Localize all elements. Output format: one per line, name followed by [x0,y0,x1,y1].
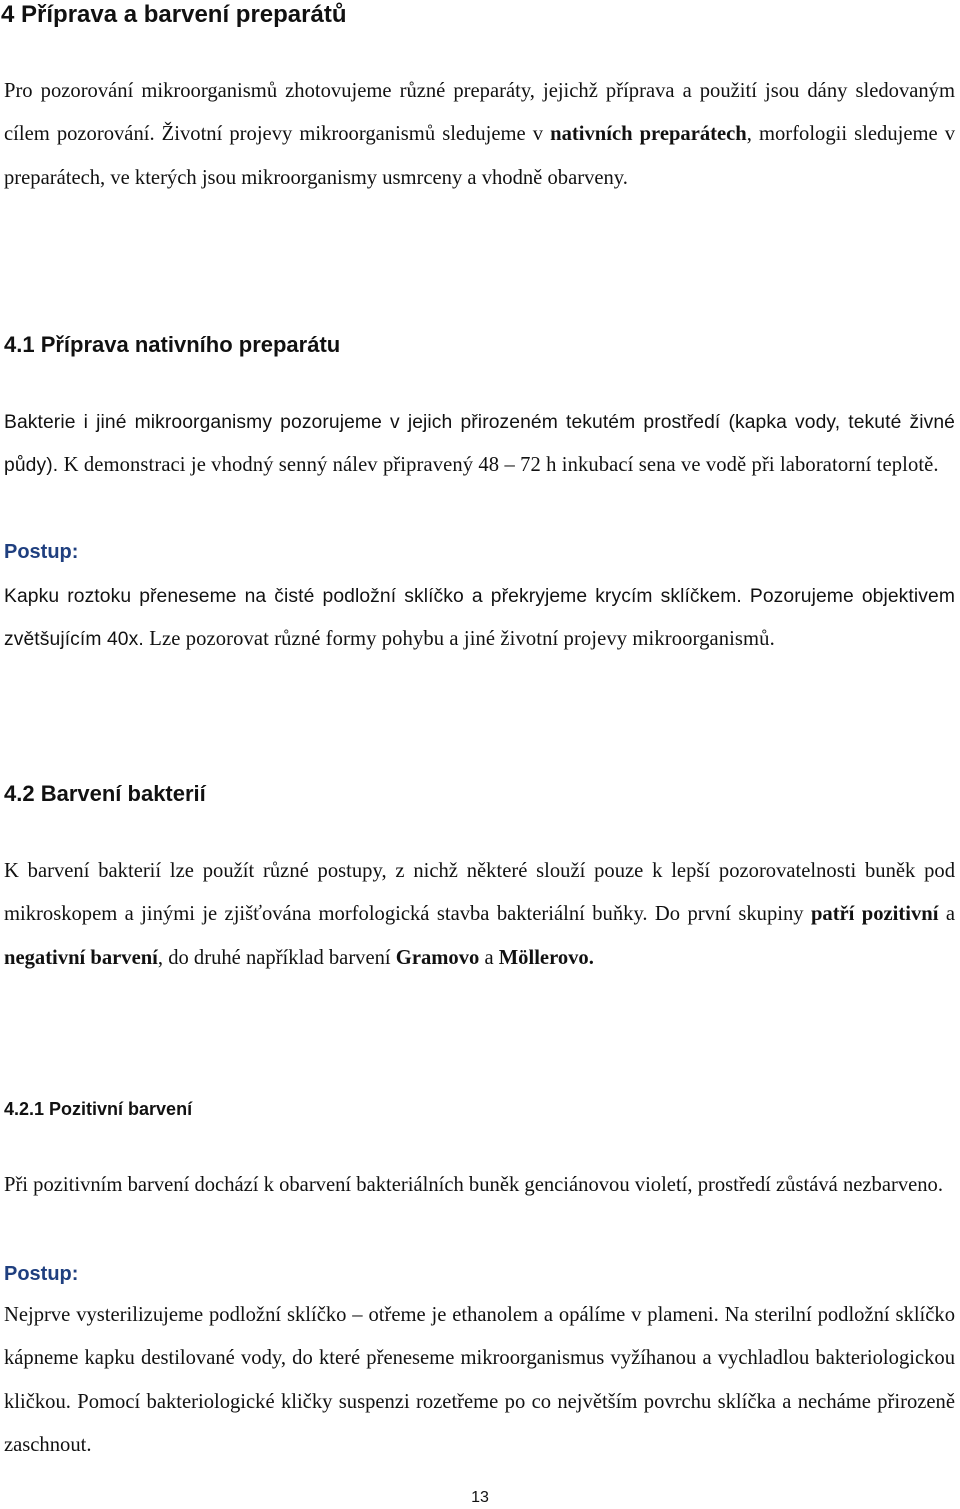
intro-text-2: , morfologii sledujeme v preparátech, ve kterých jsou mikroorganismy usmrceny a vhodně obarveny. [4,123,956,189]
section-4-2-paragraph [4,850,955,980]
section-4-2-1-title: 4.2.1 Pozitivní barvení [4,1099,193,1119]
intro-bold-1: nativních preparátech [550,123,747,146]
page-number: 13 [471,1489,489,1506]
section-4-1-paragraph-2 [4,575,955,662]
section-4-1-paragraph-1 [4,401,955,488]
section-4-2-bold-4: Möllerovo. [498,946,594,969]
section-4-2-text-1: K barvení bakterií lze použít různé postupy, z nichž některé slouží pouze k lepší pozorovatelnosti buněk pod mikroskopem a jinými je zjišťována morfologická stavba bakteriální buňky. Do první skupiny [4,860,955,926]
section-4-2-bold-2: negativní barvení [4,946,158,969]
intro-paragraph [4,70,955,200]
section-4-1-text-a: Bakterie i jiné mikroorganismy pozorujeme v jejich přirozeném tekutém prostředí (kapka vody, tekuté živné půdy). [4,412,955,477]
section-4-2-text-2: a [938,903,955,926]
section-4-2-text-4: a [479,946,499,969]
intro-text-1: Pro pozorování mikroorganismů zhotovujeme různé preparáty, jejichž příprava a použití jsou dány sledovaným cílem pozorování. Životní projevy mikroorganismů sledujeme v [4,80,955,146]
section-4-2-text-3: , do druhé například barvení [157,946,396,969]
postup-label-1: Postup: [4,541,79,563]
section-4-2-bold-1: patří pozitivní [810,903,939,926]
section-4-2-1-paragraph-2: Nejprve vysterilizujeme podložní sklíčko – otřeme je ethanolem a opálíme v plameni. Na sterilní podložní sklíčko kápneme kapku destilované vody, do které přeneseme mikroorganismus vyžíhanou a vychladlou bakteriologickou kličkou. Pomocí bakteriologické kličky suspenzi rozetřeme po co největším povrchu sklíčka a necháme přirozeně zaschnout. [4,1304,955,1457]
section-4-1-text-b: K demonstraci je vhodný senný nálev připravený 48 – 72 h inkubací sena ve vodě při laboratorní teplotě. [63,454,939,477]
section-4-2-title: 4.2 Barvení bakterií [4,781,206,806]
section-4-2-bold-3: Gramovo [395,946,480,969]
section-4-1-text-d: Lze pozorovat různé formy pohybu a jiné životní projevy mikroorganismů. [149,628,775,651]
section-4-2-1-paragraph-1: Při pozitivním barvení dochází k obarvení bakteriálních buněk genciánovou violetí, prostředí zůstává nezbarveno. [4,1174,943,1196]
postup-label-2: Postup: [4,1263,79,1285]
section-4-1-text-c: Kapku roztoku přeneseme na čisté podložní sklíčko a překryjeme krycím sklíčkem. Pozorujeme objektivem zvětšujícím 40x. [4,586,955,651]
chapter-title: 4 Příprava a barvení preparátů [1,1,347,28]
section-4-1-title: 4.1 Příprava nativního preparátu [4,332,341,357]
